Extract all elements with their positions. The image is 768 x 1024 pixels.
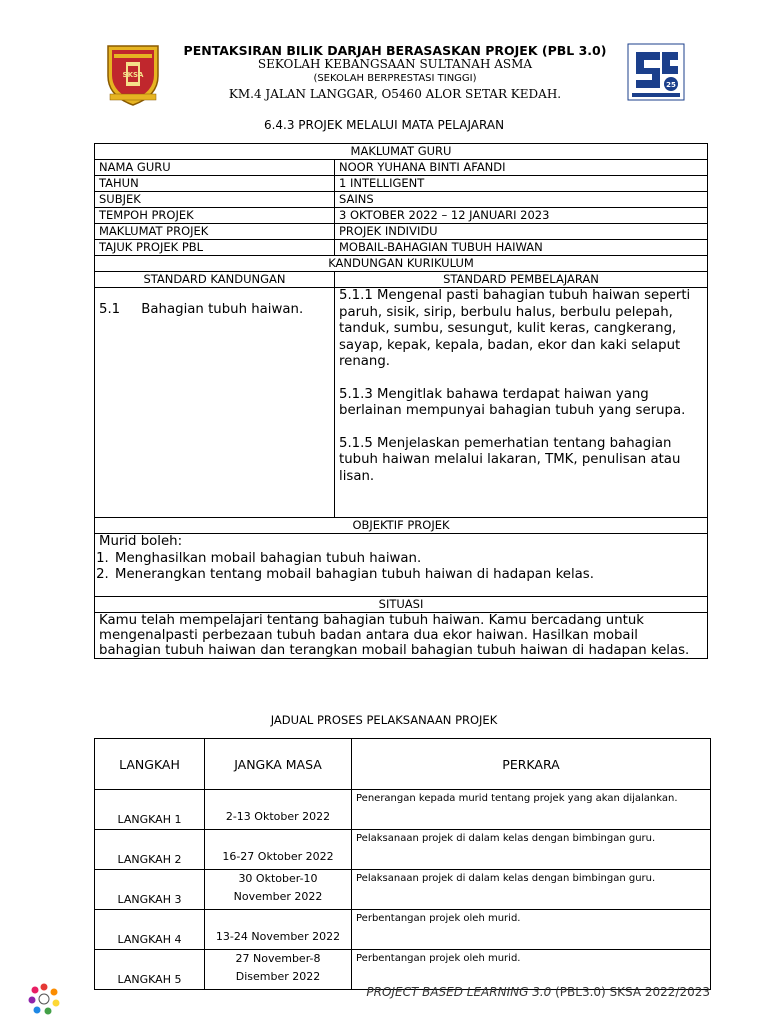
info-value: MOBAIL-BAHAGIAN TUBUH HAIWAN (335, 240, 708, 256)
info-row-maklumat-projek (95, 224, 708, 240)
info-row-tahun (95, 176, 708, 192)
info-label: NAMA GURU (95, 160, 335, 176)
teacher-info-table (94, 143, 708, 659)
school-crest-logo (104, 42, 162, 108)
situasi-text: Kamu telah mempelajari tentang bahagian tubuh haiwan. Kamu bercadang untuk mengenalpasti perbezaan tubuh badan antara dua ekor haiwan. Hasilkan mobail bahagian tubuh haiwan dan terangkan mobail bahagian tubuh haiwan di hadapan kelas. (95, 613, 708, 659)
info-label: SUBJEK (95, 192, 335, 208)
step-duration: 2-13 Oktober 2022 (205, 790, 352, 830)
process-table (94, 738, 711, 990)
info-row-nama-guru (95, 160, 708, 176)
step-label: LANGKAH 4 (95, 910, 205, 950)
objektif-item: 2. Menerangkan tentang mobail bahagian tubuh haiwan di hadapan kelas. (113, 567, 703, 584)
situasi-heading: SITUASI (95, 597, 708, 613)
step-description: Pelaksanaan projek di dalam kelas dengan bimbingan guru. (352, 870, 711, 910)
column-header-perkara: PERKARA (352, 739, 711, 790)
step-duration: 30 Oktober-10 November 2022 (205, 870, 352, 910)
info-label: TAHUN (95, 176, 335, 192)
table-row (95, 910, 711, 950)
school-address: KM.4 JALAN LANGGAR, O5460 ALOR SETAR KEDAH. (228, 87, 562, 101)
info-row-tajuk-projek (95, 240, 708, 256)
kandungan-kurikulum-heading: KANDUNGAN KURIKULUM (95, 256, 708, 272)
school-name: SEKOLAH KEBANGSAAN SULTANAH ASMA (257, 57, 533, 71)
objektif-projek-heading: OBJEKTIF PROJEK (95, 518, 708, 534)
step-duration: 16-27 Oktober 2022 (205, 830, 352, 870)
maklumat-guru-heading: MAKLUMAT GURU (95, 144, 708, 160)
info-value: NOOR YUHANA BINTI AFANDI (335, 160, 708, 176)
column-header-langkah: LANGKAH (95, 739, 205, 790)
table-row (95, 950, 711, 990)
school-subtitle: (SEKOLAH BERPRESTASI TINGGI) (313, 73, 477, 84)
standard-pembelajaran-list (335, 288, 708, 518)
step-duration: 13-24 November 2022 (205, 910, 352, 950)
info-row-tempoh-projek (95, 208, 708, 224)
jadual-title: JADUAL PROSES PELAKSANAAN PROJEK (270, 713, 498, 727)
crest-letters: SKSA (122, 71, 144, 79)
logo-number: 25 (666, 81, 676, 89)
section-title: 6.4.3 PROJEK MELALUI MATA PELAJARAN (263, 118, 505, 132)
standard-item: 5.1.1 Mengenal pasti bahagian tubuh haiwan seperti paruh, sisik, sirip, berbulu halus, berbulu pelepah, tanduk, sumbu, sesungut, kulit keras, cangkerang, sayap, kepak, kepala, badan, ekor dan kaki selaput renang. (339, 288, 691, 369)
footer-text (366, 985, 710, 999)
objektif-intro: Murid boleh: (99, 534, 183, 549)
column-header-jangka-masa: JANGKA MASA (205, 739, 352, 790)
anniversary-logo (626, 42, 686, 102)
info-value: SAINS (335, 192, 708, 208)
colorful-emblem-icon (27, 982, 61, 1016)
info-value: 3 OKTOBER 2022 – 12 JANUARI 2023 (335, 208, 708, 224)
step-description: Penerangan kepada murid tentang projek yang akan dijalankan. (352, 790, 711, 830)
step-description: Perbentangan projek oleh murid. (352, 910, 711, 950)
document-title: PENTAKSIRAN BILIK DARJAH BERASASKAN PROJEK (PBL 3.0) (183, 43, 607, 58)
step-label: LANGKAH 1 (95, 790, 205, 830)
step-description: Pelaksanaan projek di dalam kelas dengan bimbingan guru. (352, 830, 711, 870)
table-row (95, 790, 711, 830)
table-row (95, 870, 711, 910)
standard-pembelajaran-heading: STANDARD PEMBELAJARAN (335, 272, 708, 288)
info-label: MAKLUMAT PROJEK (95, 224, 335, 240)
step-label: LANGKAH 5 (95, 950, 205, 990)
footer-italic: PROJECT BASED LEARNING 3.0 (366, 985, 552, 999)
table-row (95, 830, 711, 870)
step-label: LANGKAH 2 (95, 830, 205, 870)
standard-kandungan-text: 5.1 Bahagian tubuh haiwan. (95, 288, 335, 518)
info-value: PROJEK INDIVIDU (335, 224, 708, 240)
objektif-projek-content (95, 534, 708, 597)
standard-item: 5.1.5 Menjelaskan pemerhatian tentang bahagian tubuh haiwan melalui lakaran, TMK, penulisan atau lisan. (339, 435, 681, 484)
standard-kandungan-heading: STANDARD KANDUNGAN (95, 272, 335, 288)
footer-rest: (PBL3.0) SKSA 2022/2023 (551, 985, 710, 999)
objektif-item: 1. Menghasilkan mobail bahagian tubuh haiwan. (113, 551, 703, 568)
standard-item: 5.1.3 Mengitlak bahawa terdapat haiwan yang berlainan mempunyai bahagian tubuh yang serupa. (339, 386, 686, 418)
info-row-subjek (95, 192, 708, 208)
step-description: Perbentangan projek oleh murid. (352, 950, 711, 990)
step-duration: 27 November-8 Disember 2022 (205, 950, 352, 990)
info-value: 1 INTELLIGENT (335, 176, 708, 192)
info-label: TAJUK PROJEK PBL (95, 240, 335, 256)
info-label: TEMPOH PROJEK (95, 208, 335, 224)
step-label: LANGKAH 3 (95, 870, 205, 910)
